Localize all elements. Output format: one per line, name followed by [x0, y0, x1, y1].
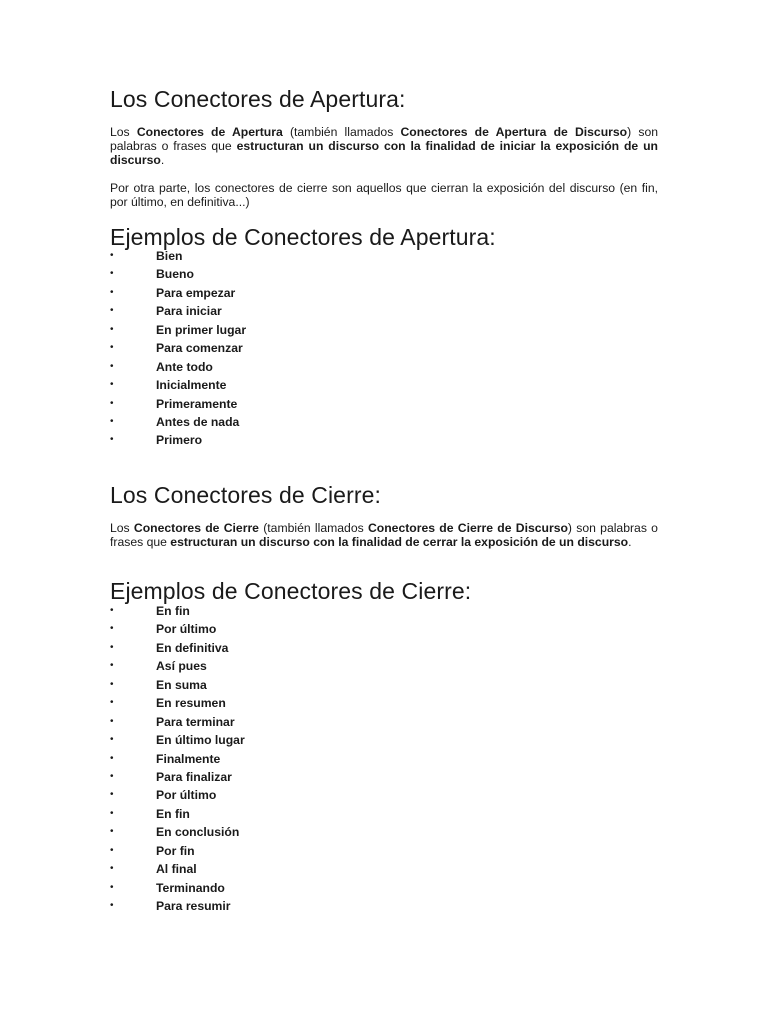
- list-item-label: Primeramente: [156, 396, 238, 411]
- list-item-label: Bueno: [156, 267, 194, 282]
- heading-ejemplos-cierre: Ejemplos de Conectores de Cierre:: [110, 578, 472, 604]
- bullet-icon: •: [110, 305, 114, 317]
- list-ejemplos-apertura: [110, 247, 658, 450]
- bullet-icon: •: [110, 826, 114, 838]
- list-item: [110, 302, 658, 320]
- heading-conectores-apertura: Los Conectores de Apertura:: [110, 86, 406, 112]
- bullet-icon: •: [110, 379, 114, 391]
- list-item-label: Al final: [156, 862, 197, 877]
- bullet-icon: •: [110, 807, 114, 819]
- list-item: [110, 602, 658, 620]
- list-item: [110, 713, 658, 731]
- bullet-icon: •: [110, 678, 114, 690]
- list-item-label: Para iniciar: [156, 304, 222, 319]
- list-item: [110, 786, 658, 804]
- bold-phrase: estructuran un discurso con la finalidad de cerrar la exposición de un discurso: [170, 535, 629, 549]
- text-run: ) son palabras o frases que: [110, 125, 658, 153]
- bullet-icon: •: [110, 697, 114, 709]
- bold-term: Conectores de Apertura: [136, 125, 283, 139]
- list-item-label: Finalmente: [156, 751, 221, 766]
- text-run: Los: [110, 521, 134, 535]
- list-item: [110, 842, 658, 860]
- list-item-label: Para terminar: [156, 714, 235, 729]
- bullet-icon: •: [110, 900, 114, 911]
- bullet-icon: •: [110, 844, 114, 856]
- list-item-label: Inicialmente: [156, 378, 227, 393]
- bold-phrase: estructuran un discurso con la finalidad de iniciar la exposición de un discurso: [110, 139, 658, 167]
- bullet-icon: •: [110, 323, 114, 335]
- list-item-label: Por último: [156, 622, 217, 637]
- list-item-label: En último lugar: [156, 733, 245, 748]
- bullet-icon: •: [110, 286, 114, 298]
- list-item: [110, 823, 658, 841]
- list-item: [110, 358, 658, 376]
- list-item-label: En conclusión: [156, 825, 240, 840]
- bullet-icon: •: [110, 268, 114, 280]
- list-item: [110, 376, 658, 394]
- bullet-icon: •: [110, 641, 114, 653]
- paragraph-conectores-cierre-nota: Por otra parte, los conectores de cierre son aquellos que cierran la exposición del discurso (en fin, por último, en definitiva...): [110, 181, 658, 209]
- list-item: [110, 639, 658, 657]
- bullet-icon: •: [110, 734, 114, 746]
- list-item-label: Para resumir: [156, 899, 231, 913]
- text-run: .: [628, 535, 632, 549]
- list-item: [110, 750, 658, 768]
- list-item-label: Así pues: [156, 659, 207, 674]
- bullet-icon: •: [110, 605, 114, 616]
- bullet-icon: •: [110, 881, 114, 893]
- bullet-icon: •: [110, 770, 114, 782]
- list-item: [110, 657, 658, 675]
- bullet-icon: •: [110, 863, 114, 875]
- list-ejemplos-cierre: [110, 602, 658, 915]
- bullet-icon: •: [110, 342, 114, 354]
- list-item-label: Ante todo: [156, 359, 213, 374]
- text-run: .: [160, 153, 165, 167]
- list-item: [110, 413, 658, 431]
- list-item: [110, 768, 658, 786]
- list-item-label: Para comenzar: [156, 341, 243, 356]
- heading-ejemplos-apertura: Ejemplos de Conectores de Apertura:: [110, 224, 496, 250]
- bullet-icon: •: [110, 715, 114, 727]
- list-item: [110, 395, 658, 413]
- bullet-icon: •: [110, 623, 114, 635]
- list-item: [110, 620, 658, 638]
- list-item: [110, 860, 658, 878]
- list-item: [110, 694, 658, 712]
- list-item-label: Para empezar: [156, 285, 236, 300]
- list-item-label: Antes de nada: [156, 414, 240, 429]
- bold-term: Conectores de Cierre: [133, 521, 259, 535]
- bullet-icon: •: [110, 434, 114, 446]
- list-item-label: En suma: [156, 677, 207, 692]
- list-item-label: En definitiva: [156, 640, 229, 655]
- bullet-icon: •: [110, 789, 114, 801]
- list-item-label: Para finalizar: [156, 769, 232, 784]
- text-run: (también llamados: [282, 125, 401, 139]
- bullet-icon: •: [110, 250, 114, 261]
- text-run: (también llamados: [258, 521, 368, 535]
- list-item: [110, 247, 658, 265]
- list-item: [110, 265, 658, 283]
- heading-conectores-cierre: Los Conectores de Cierre:: [110, 482, 381, 508]
- bullet-icon: •: [110, 660, 114, 672]
- bullet-icon: •: [110, 415, 114, 427]
- bold-term: Conectores de Cierre de Discurso: [367, 521, 568, 535]
- list-item: [110, 676, 658, 694]
- list-item: [110, 879, 658, 897]
- paragraph-definicion-cierre: [110, 521, 658, 549]
- bullet-icon: •: [110, 397, 114, 409]
- list-item: [110, 339, 658, 357]
- list-item: [110, 321, 658, 339]
- list-item: [110, 805, 658, 823]
- list-item-label: En primer lugar: [156, 322, 247, 337]
- bullet-icon: •: [110, 752, 114, 764]
- list-item: [110, 897, 658, 915]
- bold-term: Conectores de Apertura de Discurso: [400, 125, 628, 139]
- list-item: [110, 431, 658, 449]
- list-item-label: En fin: [156, 806, 190, 821]
- paragraph-definicion-apertura: [110, 125, 658, 167]
- list-item-label: Bien: [156, 249, 183, 263]
- bullet-icon: •: [110, 360, 114, 372]
- list-item-label: Primero: [156, 433, 203, 448]
- list-item-label: Por último: [156, 788, 217, 803]
- list-item: [110, 284, 658, 302]
- list-item-label: En resumen: [156, 696, 226, 711]
- list-item: [110, 731, 658, 749]
- list-item-label: Por fin: [156, 843, 195, 858]
- list-item-label: Terminando: [156, 880, 225, 895]
- text-run: ) son palabras o frases que: [110, 521, 658, 549]
- text-run: Los: [110, 125, 137, 139]
- list-item-label: En fin: [156, 604, 190, 618]
